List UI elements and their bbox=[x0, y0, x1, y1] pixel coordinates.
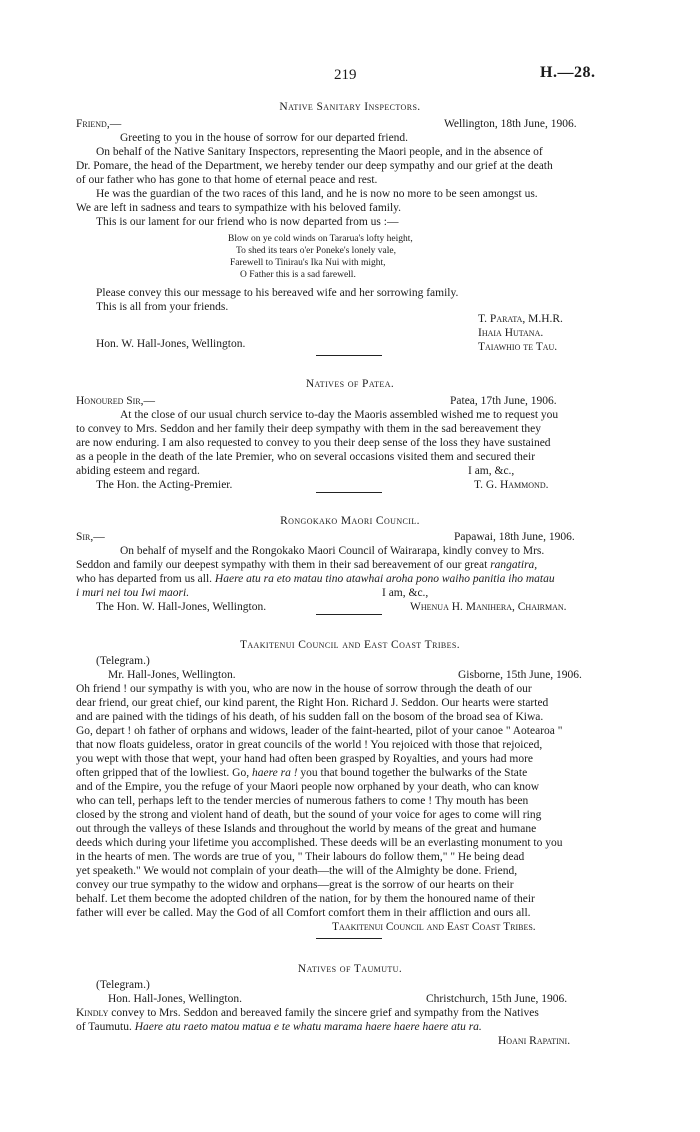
text-run: Kindly bbox=[76, 1007, 109, 1019]
letter-line: deeds which during your lifetime you accomplished. These deeds will be an everlasting monument to you bbox=[76, 837, 563, 849]
place-date: Christchurch, 15th June, 1906. bbox=[426, 993, 568, 1005]
closing: I am, &c., bbox=[468, 465, 515, 477]
section-divider bbox=[316, 938, 382, 939]
letter-line: Dr. Pomare, the head of the Department, we hereby tender our deep sympathy and our grief at the death bbox=[76, 160, 553, 172]
signatory: T. G. Hammond. bbox=[474, 479, 549, 491]
signatory: T. Parata, M.H.R. bbox=[478, 313, 563, 325]
closing: I am, &c., bbox=[382, 587, 429, 599]
salutation bbox=[76, 117, 121, 131]
letter-line: and are pained with the tidings of his death, of his sudden fall on the bosom of the broad sea of Kiwa. bbox=[76, 711, 544, 723]
place-date: Papawai, 18th June, 1906. bbox=[454, 531, 575, 543]
text-run: Seddon and family our deepest sympathy with them in their sad bereavement of our great bbox=[76, 559, 491, 571]
text-run: who has departed from us all. bbox=[76, 573, 215, 585]
maori-text: Haere atu ra eto matau tino atawhai aroha pono waiho panitia iho matau bbox=[214, 573, 555, 585]
letter-line: dear friend, our great chief, our kind parent, the Right Hon. Richard J. Seddon. Our hearts were started bbox=[76, 697, 549, 709]
letter-line: He was the guardian of the two races of this land, and he is now no more to be seen amongst us. bbox=[96, 188, 538, 200]
letter-line bbox=[76, 1006, 539, 1020]
signatory: Hoani Rapatini. bbox=[498, 1035, 571, 1047]
letter-line: behalf. Let them become the adopted children of the nation, for by them the honoured name of their bbox=[76, 893, 535, 905]
document-reference: H.—28. bbox=[540, 64, 596, 81]
letter-line: Oh friend ! our sympathy is with you, who are now in the house of sorrow through the death of our bbox=[76, 683, 532, 695]
letter-line: as a people in the death of the late Premier, who on several occasions visited them and secured their bbox=[76, 451, 536, 463]
letter-line: are now enduring. I am also requested to convey to you their deep sense of the loss they have sustained bbox=[76, 437, 551, 449]
letter-line: in the hearts of men. The words are true of you, " Their labours do follow them," " He being dead bbox=[76, 851, 525, 863]
letter-line: Please convey this our message to his bereaved wife and her sorrowing family. bbox=[96, 287, 459, 299]
poem-line: Blow on ye cold winds on Tararua's lofty height, bbox=[228, 234, 413, 244]
addressee: Hon. Hall-Jones, Wellington. bbox=[108, 993, 242, 1005]
letter-line bbox=[76, 1020, 482, 1034]
addressee: The Hon. W. Hall-Jones, Wellington. bbox=[96, 601, 267, 613]
maori-word: haere ra ! bbox=[251, 767, 298, 779]
signatory: Whenua H. Manihera, Chairman. bbox=[410, 601, 567, 613]
section-divider bbox=[316, 492, 382, 493]
page-number: 219 bbox=[334, 67, 357, 83]
signatory: Ihaia Hutana. bbox=[478, 327, 544, 339]
text-run: you that bound together the bulwarks of the State bbox=[297, 767, 528, 779]
letter-line: closed by the strong and violent hand of death, but the sound of your voice for ages to come will ring bbox=[76, 809, 542, 821]
section-heading-rongokako: Rongokako Maori Council. bbox=[280, 515, 420, 527]
telegram-label: (Telegram.) bbox=[96, 979, 150, 991]
text-run: convey to Mrs. Seddon and bereaved family the sincere grief and sympathy from the Natives bbox=[108, 1007, 539, 1019]
section-divider bbox=[316, 614, 382, 615]
letter-line bbox=[76, 558, 537, 572]
letter-line: that now floats guideless, orator in great councils of the world ! You rejoiced with those that rejoiced, bbox=[76, 739, 543, 751]
letter-line: At the close of our usual church service to-day the Maoris assembled wished me to request you bbox=[120, 409, 559, 421]
section-heading-patea: Natives of Patea. bbox=[305, 378, 395, 390]
letter-line: who can tell, perhaps left to the tender mercies of numerous fathers to come ! Thy mouth has been bbox=[76, 795, 529, 807]
letter-line: you wept with those that wept, your hand had often been grasped by Royalties, and yours had more bbox=[76, 753, 534, 765]
place-date: Gisborne, 15th June, 1906. bbox=[458, 669, 582, 681]
place-date: Wellington, 18th June, 1906. bbox=[444, 118, 577, 130]
letter-line: On behalf of myself and the Rongokako Maori Council of Wairarapa, kindly convey to Mrs. bbox=[120, 545, 545, 557]
letter-line: On behalf of the Native Sanitary Inspectors, representing the Maori people, and in the absence of bbox=[96, 146, 543, 158]
salutation: Sir,— bbox=[76, 531, 105, 543]
letter-line: of our father who has gone to that home of eternal peace and rest. bbox=[76, 174, 378, 186]
letter-line: This is our lament for our friend who is now departed from us :— bbox=[96, 216, 399, 228]
letter-line: and of the Empire, you the refuge of your Maori people now orphaned by your death, who can know bbox=[76, 781, 540, 793]
letter-line bbox=[76, 572, 555, 586]
signatory: Taakitenui Council and East Coast Tribes. bbox=[332, 921, 536, 933]
telegram-label: (Telegram.) bbox=[96, 655, 150, 667]
letter-line: out through the valleys of these Islands and throughout the world by means of the great and humane bbox=[76, 823, 537, 835]
salutation: Honoured Sir,— bbox=[76, 395, 156, 407]
text-run: of Taumutu. bbox=[76, 1021, 135, 1033]
poem-line: O Father this is a sad farewell. bbox=[240, 270, 356, 280]
section-heading-sanitary-inspectors: Native Sanitary Inspectors. bbox=[279, 101, 421, 113]
letter-line: yet speaketh." We would not complain of your death—the will of the Almighty be done. Friend, bbox=[76, 865, 518, 877]
place-date: Patea, 17th June, 1906. bbox=[450, 395, 557, 407]
letter-line: We are left in sadness and tears to sympathize with his beloved family. bbox=[76, 202, 402, 214]
salutation-text: Friend,— bbox=[76, 118, 122, 130]
poem-line: Farewell to Tinirau's Ika Nui with might, bbox=[230, 258, 386, 268]
letter-line: to convey to Mrs. Seddon and her family their deep sympathy with them in the sad bereavement they bbox=[76, 423, 541, 435]
section-divider bbox=[316, 355, 382, 356]
text-run: often gripped that of the lowliest. Go, bbox=[76, 767, 252, 779]
letter-line: Greeting to you in the house of sorrow for our departed friend. bbox=[120, 132, 409, 144]
addressee: The Hon. the Acting-Premier. bbox=[96, 479, 233, 491]
letter-line: i muri nei tou Iwi maori. bbox=[76, 587, 190, 599]
maori-text: Haere atu raeto matou matua e te whatu marama haere haere haere atu ra. bbox=[134, 1021, 482, 1033]
section-heading-taumutu: Natives of Taumutu. bbox=[297, 963, 403, 975]
letter-line: abiding esteem and regard. bbox=[76, 465, 200, 477]
letter-line: convey our true sympathy to the widow and orphans—great is the sorrow of our hearts on their bbox=[76, 879, 514, 891]
letter-line: Go, depart ! oh father of orphans and widows, leader of the faint-hearted, pilot of your canoe " Aotearoa " bbox=[76, 725, 563, 737]
letter-line: This is all from your friends. bbox=[96, 301, 229, 313]
addressee: Mr. Hall-Jones, Wellington. bbox=[108, 669, 236, 681]
letter-line: father will ever be called. May the God of all Comfort comfort them in their affliction and ours all. bbox=[76, 907, 531, 919]
letter-line bbox=[76, 766, 527, 780]
signatory: Taiawhio te Tau. bbox=[478, 341, 558, 353]
maori-word: rangatira, bbox=[490, 559, 538, 571]
addressee: Hon. W. Hall-Jones, Wellington. bbox=[96, 338, 246, 350]
section-heading-taakitenui: Taakitenui Council and East Coast Tribes. bbox=[239, 639, 461, 651]
poem-line: To shed its tears o'er Poneke's lonely vale, bbox=[236, 246, 396, 256]
